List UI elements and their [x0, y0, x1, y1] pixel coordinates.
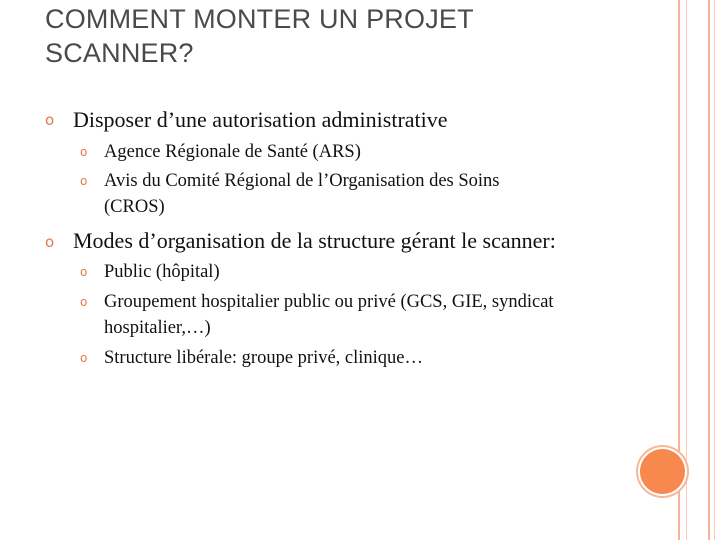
bullet-icon: o — [80, 295, 88, 309]
slide-title — [45, 2, 645, 70]
list-item: Public (hôpital) — [104, 262, 220, 282]
border-line — [708, 0, 710, 540]
title-line-1: COMMENT MONTER UN PROJET — [45, 4, 474, 34]
bullet-icon: o — [80, 174, 88, 188]
list-item-continued: hospitalier,…) — [104, 318, 211, 338]
section-heading: Disposer d’une autorisation administrative — [73, 107, 448, 132]
section-heading: Modes d’organisation de la structure gérant le scanner: — [73, 228, 556, 253]
list-item: Avis du Comité Régional de l’Organisation des Soins — [104, 171, 500, 191]
title-line-2: SCANNER? — [45, 38, 194, 68]
bullet-icon: o — [80, 145, 88, 159]
list-item: Groupement hospitalier public ou privé (GCS, GIE, syndicat — [104, 292, 554, 312]
list-item: Structure libérale: groupe privé, clinique… — [104, 348, 424, 368]
border-line — [686, 0, 687, 540]
bullet-icon: o — [45, 233, 55, 251]
decorative-circle — [640, 449, 685, 494]
bullet-icon: o — [80, 351, 88, 365]
bullet-icon: o — [80, 265, 88, 279]
list-item-continued: (CROS) — [104, 197, 165, 217]
bullet-icon: o — [45, 111, 55, 129]
list-item: Agence Régionale de Santé (ARS) — [104, 142, 361, 162]
border-line — [714, 0, 715, 540]
